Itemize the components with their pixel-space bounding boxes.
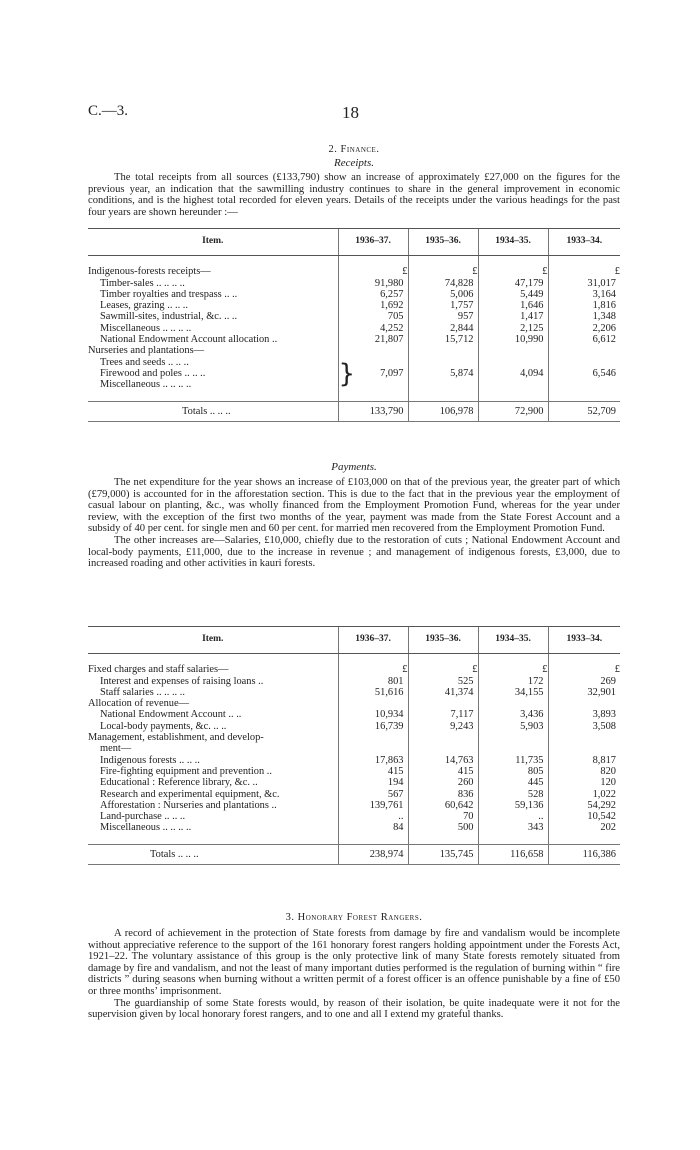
cell-value: 2,206 [548, 323, 620, 334]
cell-value: 3,436 [478, 709, 548, 720]
table-row [88, 709, 620, 720]
total-value: 133,790 [338, 401, 408, 421]
payments-text-1: The net expenditure for the year shows an increase of £103,000 on that of the previous year, the greater part of which (£79,000) is accounted for in the afforestation section. This is due to the fact that in the previous year the employment of casual labour on planting, &c., was wholly financed from the Employment Promotion Fund, whereas for the year under review, with the exception of the first two months of the year, payment was made from the State Forest Account and a subsidy of 40 per cent. for single men and 60 per cent. for married men recovered from the Employment Promotion Fund. [88, 477, 620, 535]
row-label: Timber-sales .. .. .. .. [100, 277, 185, 289]
cell-value: 801 [338, 676, 408, 687]
cell-value: 528 [478, 789, 548, 800]
cell-value: 16,739 [338, 721, 408, 732]
cell-value: 3,508 [548, 721, 620, 732]
total-value: 106,978 [408, 401, 478, 421]
column-header-1934-35: 1934–35. [478, 627, 548, 654]
cell-value: 957 [408, 311, 478, 322]
cell-value: 415 [338, 766, 408, 777]
cell-value: 15,712 [408, 334, 478, 345]
cell-value: 4,252 [338, 323, 408, 334]
table-row [88, 676, 620, 687]
cell-value: 194 [338, 777, 408, 788]
column-header-1936-37: 1936–37. [338, 229, 408, 256]
cell-value: 21,807 [338, 334, 408, 345]
row-label: Miscellaneous .. .. .. .. [100, 379, 192, 391]
row-label: Firewood and poles .. .. .. [100, 367, 206, 379]
cell-value: 1,692 [338, 300, 408, 311]
cell-value: 260 [408, 777, 478, 788]
payments-table [88, 626, 620, 865]
cell-value: 269 [548, 676, 620, 687]
empty-cell [478, 743, 548, 754]
row-label: Afforestation : Nurseries and plantations .. [100, 799, 277, 811]
empty-cell [408, 698, 478, 709]
table-row [88, 755, 620, 766]
cell-value: 2,844 [408, 323, 478, 334]
table-row [88, 822, 620, 833]
group-label: Management, establishment, and develop- [88, 732, 264, 744]
brace-icon: } [338, 358, 356, 389]
cell-value: 10,990 [478, 334, 548, 345]
cell-value: 705 [338, 311, 408, 322]
group-label: Nurseries and plantations— [88, 345, 205, 357]
page-header [88, 103, 628, 125]
row-label: National Endowment Account .. .. [100, 709, 242, 721]
empty-cell [548, 743, 620, 754]
cell-value: 91,980 [338, 278, 408, 289]
receipts-text: The total receipts from all sources (£133,790) show an increase of approximately £27,000 on the figures for the previous year, an indication that the sawmilling industry continues to share in the general improvement in economic conditions, and is the highest total recorded for eleven years. Details of the receipts under the various headings for the past four years are shown hereunder :— [88, 172, 620, 218]
cell-value: 17,863 [338, 755, 408, 766]
group-label: Indigenous-forests receipts— [88, 266, 211, 278]
column-header-item: Item. [88, 627, 338, 654]
page-number: 18 [342, 103, 359, 122]
pound-sign: £ [338, 266, 408, 277]
cell-value: 11,735 [478, 755, 548, 766]
cell-value: 3,164 [548, 289, 620, 300]
cell-value: 5,006 [408, 289, 478, 300]
cell-value: 1,348 [548, 311, 620, 322]
table-row [88, 311, 620, 322]
empty-cell [408, 743, 478, 754]
cell-value: 31,017 [548, 278, 620, 289]
pound-sign: £ [408, 266, 478, 277]
row-label: Miscellaneous .. .. .. .. [100, 322, 192, 334]
rangers-text-2: The guardianship of some State forests would, by reason of their isolation, be quite inadequate were it not for the supervision given by local honorary forest rangers, and to one and all I extend my grateful thanks. [88, 997, 620, 1021]
cell-value: 415 [408, 766, 478, 777]
cell-value: 7,117 [408, 709, 478, 720]
cell-value: 10,934 [338, 709, 408, 720]
cell-value: 445 [478, 777, 548, 788]
cell-value: 59,136 [478, 800, 548, 811]
cell-value: 84 [338, 822, 408, 833]
payments-header-row [88, 627, 620, 654]
cell-value: 500 [408, 822, 478, 833]
cell-value: 5,903 [478, 721, 548, 732]
table-row [88, 687, 620, 698]
table-row [88, 664, 620, 675]
total-value: 238,974 [338, 844, 408, 864]
row-label: Sawmill-sites, industrial, &c. .. .. [100, 311, 238, 323]
table-row [88, 743, 620, 754]
column-header-item: Item. [88, 229, 338, 256]
cell-value: 32,901 [548, 687, 620, 698]
row-label: Land-purchase .. .. .. [100, 811, 186, 823]
cell-value: 202 [548, 822, 620, 833]
cell-value: 6,612 [548, 334, 620, 345]
pound-sign: £ [338, 664, 408, 675]
total-value: 72,900 [478, 401, 548, 421]
pound-sign: £ [408, 664, 478, 675]
cell-value: 1,022 [548, 789, 620, 800]
total-value: 116,386 [548, 844, 620, 864]
payments-text-2: The other increases are—Salaries, £10,000, chiefly due to the restoration of cuts ; National Endowment Account and local-body payments, £11,000, due to the increase in revenue ; and management of indigenous forests, £3,000, due to increased roading and other activities in kauri forests. [88, 534, 620, 570]
pound-sign: £ [548, 664, 620, 675]
cell-value: 820 [548, 766, 620, 777]
cell-value: 54,292 [548, 800, 620, 811]
rangers-paragraphs [88, 928, 620, 1021]
cell-value: 4,094 [478, 357, 548, 391]
column-header-1934-35: 1934–35. [478, 229, 548, 256]
section-heading-rangers: 3. Honorary Forest Rangers. [285, 912, 423, 923]
section-heading-finance: 2. Finance. [328, 144, 380, 155]
cell-value: 51,616 [338, 687, 408, 698]
table-row [88, 357, 620, 368]
receipts-heading: Receipts. [333, 157, 374, 169]
row-label: Trees and seeds .. .. .. [100, 356, 189, 368]
table-row [88, 766, 620, 777]
cell-value: 525 [408, 676, 478, 687]
cell-value: 805 [478, 766, 548, 777]
table-row [88, 698, 620, 709]
empty-cell [548, 732, 620, 743]
row-label: Leases, grazing .. .. .. [100, 300, 189, 312]
total-value: 135,745 [408, 844, 478, 864]
cell-value: 6,257 [338, 289, 408, 300]
empty-cell [548, 698, 620, 709]
receipts-table [88, 228, 620, 422]
cell-value: .. [338, 811, 408, 822]
group-label: Fixed charges and staff salaries— [88, 664, 229, 676]
empty-cell [338, 743, 408, 754]
table-row [88, 345, 620, 356]
empty-cell [478, 732, 548, 743]
row-label: Fire-fighting equipment and prevention .. [100, 765, 272, 777]
cell-value: 7,097 [380, 367, 404, 379]
cell-value: 74,828 [408, 278, 478, 289]
payments-paragraphs [88, 477, 620, 570]
table-row [88, 732, 620, 743]
total-value: 116,658 [478, 844, 548, 864]
column-header-1936-37: 1936–37. [338, 627, 408, 654]
table-row [88, 811, 620, 822]
cell-value: 41,374 [408, 687, 478, 698]
cell-value: 120 [548, 777, 620, 788]
row-label: Staff salaries .. .. .. .. [100, 686, 185, 698]
cell-value: 14,763 [408, 755, 478, 766]
row-label: Miscellaneous .. .. .. .. [100, 822, 192, 834]
cell-value: 1,757 [408, 300, 478, 311]
table-row [88, 789, 620, 800]
group-label: Allocation of revenue— [88, 698, 189, 710]
cell-value: 5,874 [408, 357, 478, 391]
pound-sign: £ [548, 266, 620, 277]
cell-value: 47,179 [478, 278, 548, 289]
brace-cell [338, 357, 408, 391]
table-row [88, 323, 620, 334]
cell-value: 5,449 [478, 289, 548, 300]
document-code: C.—3. [88, 103, 129, 119]
row-label: Interest and expenses of raising loans .. [100, 675, 264, 687]
cell-value: 1,417 [478, 311, 548, 322]
empty-cell [338, 732, 408, 743]
pound-sign: £ [478, 664, 548, 675]
cell-value: 60,642 [408, 800, 478, 811]
cell-value: .. [478, 811, 548, 822]
cell-value: 3,893 [548, 709, 620, 720]
cell-value: 172 [478, 676, 548, 687]
totals-label: Totals .. .. .. [88, 401, 338, 421]
row-label: Indigenous forests .. .. .. [100, 754, 200, 766]
column-header-1935-36: 1935–36. [408, 627, 478, 654]
cell-value: 70 [408, 811, 478, 822]
row-label: Local-body payments, &c. .. .. [100, 720, 227, 732]
cell-value: 1,816 [548, 300, 620, 311]
table-row [88, 777, 620, 788]
cell-value: 139,761 [338, 800, 408, 811]
cell-value: 10,542 [548, 811, 620, 822]
cell-value: 2,125 [478, 323, 548, 334]
rangers-text-1: A record of achievement in the protection of State forests from damage by fire and vandalism would be incomplete without appreciative reference to the support of the 161 honorary forest rangers holding appointment under the Forests Act, 1921–22. The voluntary assistance of this group is the only protective link of many State forests remotely situated from damage by fire and vandalism, and not the least of many important duties performed is the regulation of burning within “ fire districts ” during seasons when burning without a written permit of a forest officer is an offence punishable by a fine of £50 or three months’ imprisonment. [88, 928, 620, 997]
table-row [88, 300, 620, 311]
column-header-1935-36: 1935–36. [408, 229, 478, 256]
cell-value: 6,546 [548, 357, 620, 391]
cell-value: 34,155 [478, 687, 548, 698]
receipts-header-row [88, 229, 620, 256]
column-header-1933-34: 1933–34. [548, 229, 620, 256]
empty-cell [338, 698, 408, 709]
cell-value: 9,243 [408, 721, 478, 732]
table-row [88, 800, 620, 811]
empty-cell [478, 698, 548, 709]
column-header-1933-34: 1933–34. [548, 627, 620, 654]
cell-value: 836 [408, 789, 478, 800]
cell-value: 567 [338, 789, 408, 800]
row-label: Research and experimental equipment, &c. [100, 788, 280, 800]
pound-sign: £ [478, 266, 548, 277]
cell-value: 8,817 [548, 755, 620, 766]
table-row [88, 289, 620, 300]
totals-row [88, 401, 620, 421]
total-value: 52,709 [548, 401, 620, 421]
row-label: National Endowment Account allocation .. [100, 334, 278, 346]
row-label: Timber royalties and trespass .. .. [100, 288, 238, 300]
cell-value: 343 [478, 822, 548, 833]
table-row [88, 334, 620, 345]
payments-heading: Payments. [331, 461, 377, 473]
table-row [88, 721, 620, 732]
totals-label: Totals .. .. .. [88, 844, 338, 864]
row-label: Educational : Reference library, &c. .. [100, 777, 258, 789]
table-row [88, 266, 620, 277]
receipts-paragraph [88, 172, 620, 218]
empty-cell [408, 732, 478, 743]
group-label: ment— [100, 743, 132, 755]
cell-value: 1,646 [478, 300, 548, 311]
table-row [88, 278, 620, 289]
totals-row [88, 844, 620, 864]
